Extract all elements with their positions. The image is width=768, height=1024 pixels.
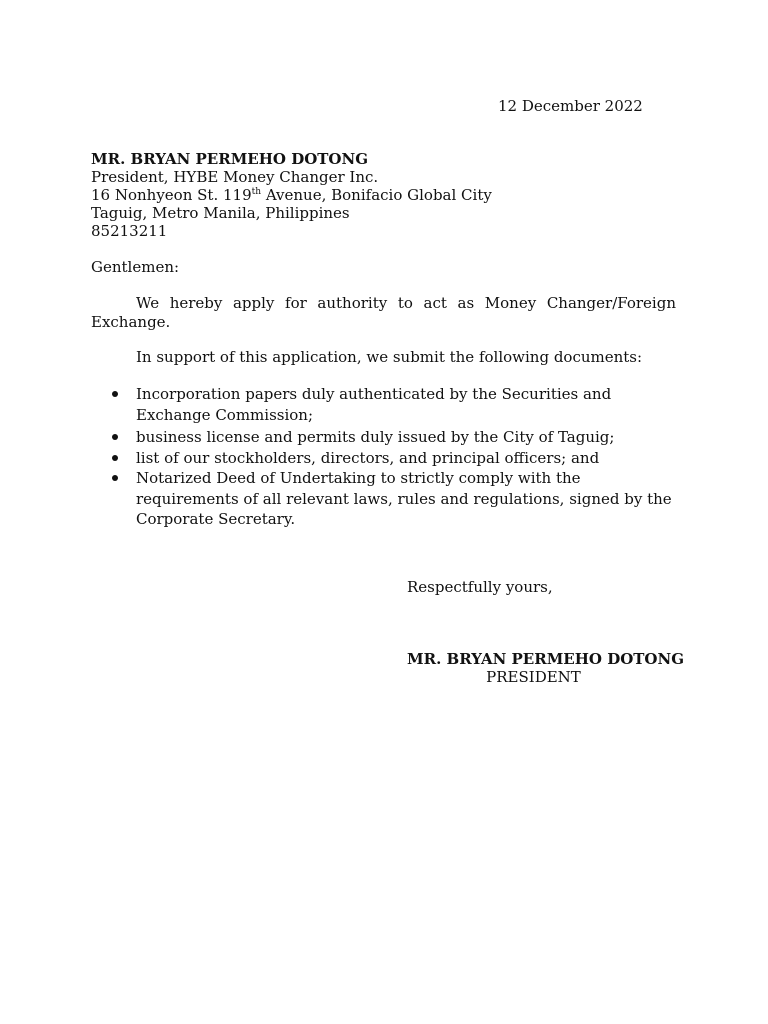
closing-line: Respectfully yours, bbox=[407, 578, 553, 596]
list-item bbox=[91, 468, 681, 530]
list-item-text: business license and permits duly issued by the City of Taguig; bbox=[136, 428, 615, 446]
recipient-address-line1 bbox=[91, 186, 691, 204]
signature-block bbox=[407, 650, 685, 686]
recipient-name: MR. BRYAN PERMEHO DOTONG bbox=[91, 150, 369, 168]
bullet-icon bbox=[112, 475, 118, 481]
list-item-text: Incorporation papers duly authenticated by the Securities and Exchange Commission; bbox=[136, 385, 612, 424]
bullet-icon bbox=[112, 391, 118, 397]
list-item bbox=[91, 448, 681, 469]
list-item bbox=[91, 384, 681, 425]
signer-name: MR. BRYAN PERMEHO DOTONG bbox=[407, 650, 685, 668]
documents-list bbox=[91, 384, 681, 530]
list-item-text: list of our stockholders, directors, and principal officers; and bbox=[136, 448, 600, 467]
letter-date: 12 December 2022 bbox=[498, 97, 643, 115]
signer-title: PRESIDENT bbox=[486, 668, 581, 686]
recipient-address-line2: Taguig, Metro Manila, Philippines bbox=[91, 204, 350, 222]
address-avenue: Avenue, Bonifacio Global City bbox=[261, 186, 492, 204]
list-item bbox=[91, 427, 681, 448]
list-item-text: Notarized Deed of Undertaking to strictly comply with the requirements of all relevant laws, rules and regulations, signed by the Corporate Secretary. bbox=[136, 469, 672, 528]
application-paragraph: We hereby apply for authority to act as Money Changer/Foreign Exchange. bbox=[91, 294, 676, 331]
salutation: Gentlemen: bbox=[91, 258, 180, 276]
recipient-block bbox=[91, 150, 691, 240]
address-street: 16 Nonhyeon St. 119 bbox=[91, 186, 252, 204]
support-paragraph: In support of this application, we submit the following documents: bbox=[136, 348, 643, 366]
bullet-icon bbox=[112, 455, 118, 461]
bullet-icon bbox=[112, 434, 118, 440]
recipient-phone: 85213211 bbox=[91, 222, 168, 240]
recipient-title: President, HYBE Money Changer Inc. bbox=[91, 168, 379, 186]
address-ordinal-suffix: th bbox=[251, 187, 262, 197]
